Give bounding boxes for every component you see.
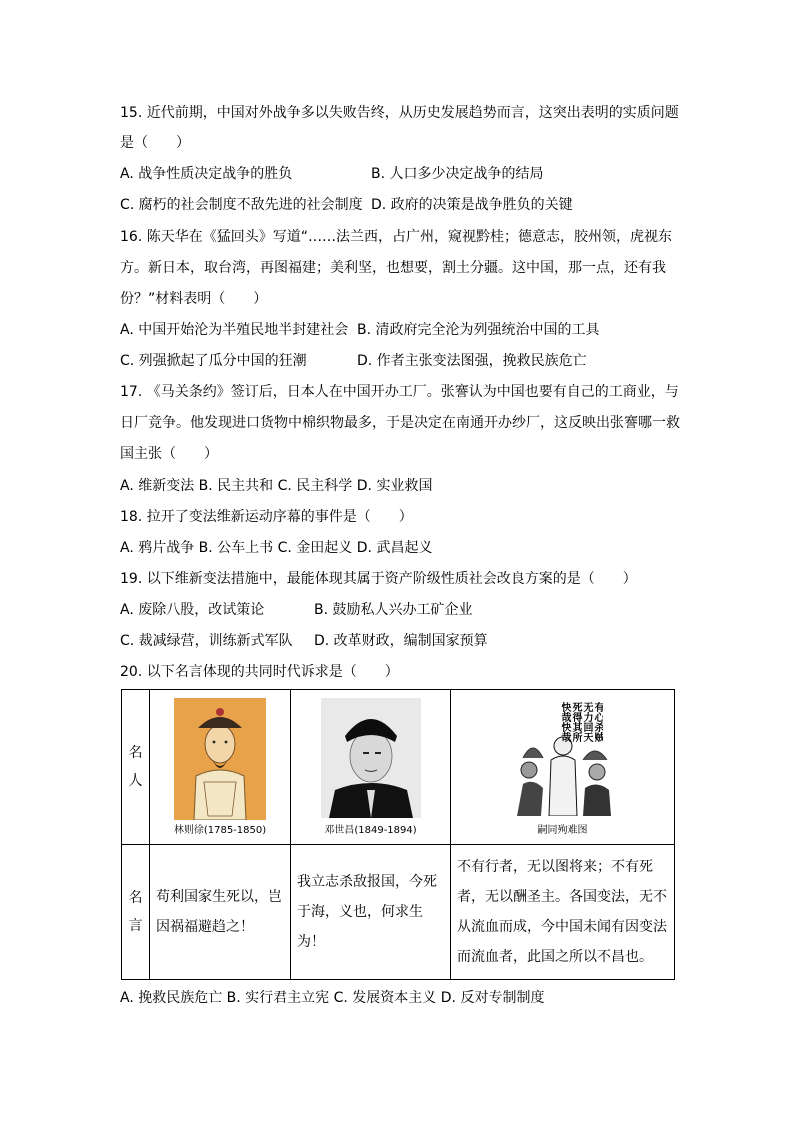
deng-shichang-caption: 邓世昌(1849-1894): [324, 825, 417, 836]
q15-option-c: C. 腐朽的社会制度不敌先进的社会制度: [120, 197, 363, 213]
tan-sitong-caption: 嗣同殉难图: [537, 825, 588, 836]
q20-options: A. 挽救民族危亡 B. 实行君主立宪 C. 发展资本主义 D. 反对专制制度: [120, 990, 545, 1006]
row-header-char: 人: [128, 773, 143, 789]
q15-option-d: D. 政府的决策是战争胜负的关键: [371, 197, 573, 213]
row-header-quotes: [122, 845, 150, 980]
row-header-char: 言: [128, 918, 143, 934]
famous-people-row: [122, 690, 675, 845]
q20-table: [121, 689, 675, 980]
q17-stem-line2: 日厂竞争。他发现进口货物中棉织物最多，于是决定在南通开办纱厂，这反映出张謇哪一救: [120, 415, 680, 431]
q16-stem-line2: 方。新日本，取台湾，再图福建；美利坚，也想要，割土分疆。这中国，那一点，还有我: [120, 260, 666, 276]
lin-zexu-cell: [150, 690, 291, 845]
lin-zexu-portrait: [174, 698, 266, 820]
tan-sitong-cell: [451, 690, 675, 845]
q20-stem: 20. 以下名言体现的共同时代诉求是（ ）: [120, 664, 399, 680]
famous-quotes-row: [122, 845, 675, 980]
quote-deng-shichang: 我立志杀敌报国，今死于海，义也，何求生为！: [291, 845, 451, 980]
q19-option-c: C. 裁减绿营，训练新式军队: [120, 633, 293, 649]
quote-tan-sitong: 不有行者，无以图将来；不有死者，无以酬圣主。各国变法，无不从流血而成，今中国未闻有因变法而流血者，此国之所以不昌也。: [451, 845, 675, 980]
row-header-char: 名: [128, 890, 143, 906]
q16-stem-line1: 16. 陈天华在《猛回头》写道“……法兰西，占广州，窥视黔桂；德意志，胶州领，虎视东: [120, 229, 672, 245]
q19-option-b: B. 鼓励私人兴办工矿企业: [314, 602, 473, 618]
q15-option-a: A. 战争性质决定战争的胜负: [120, 166, 293, 182]
q16-stem-line3: 份？”材料表明（ ）: [120, 291, 268, 307]
q16-option-c: C. 列强掀起了瓜分中国的狂潮: [120, 353, 307, 369]
q17-stem-line1: 17. 《马关条约》签订后，日本人在中国开办工厂。张謇认为中国也要有自己的工商业，与: [120, 384, 679, 400]
q17-options: A. 维新变法 B. 民主共和 C. 民主科学 D. 实业救国: [120, 478, 433, 494]
q19-option-a: A. 废除八股，改试策论: [120, 602, 265, 618]
q15-option-b: B. 人口多少决定战争的结局: [371, 166, 544, 182]
row-header-char: 名: [128, 745, 143, 761]
cartoon-calligraphy: 有心杀贼 无力回天 死得其所 快哉快哉: [559, 702, 603, 742]
q18-stem: 18. 拉开了变法维新运动序幕的事件是（ ）: [120, 509, 413, 525]
q15-stem-line1: 15. 近代前期，中国对外战争多以失败告终，从历史发展趋势而言，这突出表明的实质问题: [120, 105, 679, 121]
lin-zexu-caption: 林则徐(1785-1850): [173, 825, 267, 836]
q19-option-d: D. 改革财政，编制国家预算: [314, 633, 488, 649]
q18-options: A. 鸦片战争 B. 公车上书 C. 金田起义 D. 武昌起义: [120, 540, 433, 556]
q16-option-a: A. 中国开始沦为半殖民地半封建社会: [120, 322, 349, 338]
row-header-people: [122, 690, 150, 845]
quote-lin-zexu: 苟利国家生死以，岂因祸福避趋之！: [150, 845, 291, 980]
deng-shichang-portrait: [321, 698, 421, 818]
q19-stem: 19. 以下维新变法措施中，最能体现其属于资产阶级性质社会改良方案的是（ ）: [120, 571, 637, 587]
q17-stem-line3: 国主张（ ）: [120, 446, 218, 462]
q15-stem-line2: 是（ ）: [120, 135, 190, 151]
q16-option-d: D. 作者主张变法图强，挽救民族危亡: [357, 353, 587, 369]
deng-shichang-cell: [291, 690, 451, 845]
q16-option-b: B. 清政府完全沦为列强统治中国的工具: [357, 322, 600, 338]
